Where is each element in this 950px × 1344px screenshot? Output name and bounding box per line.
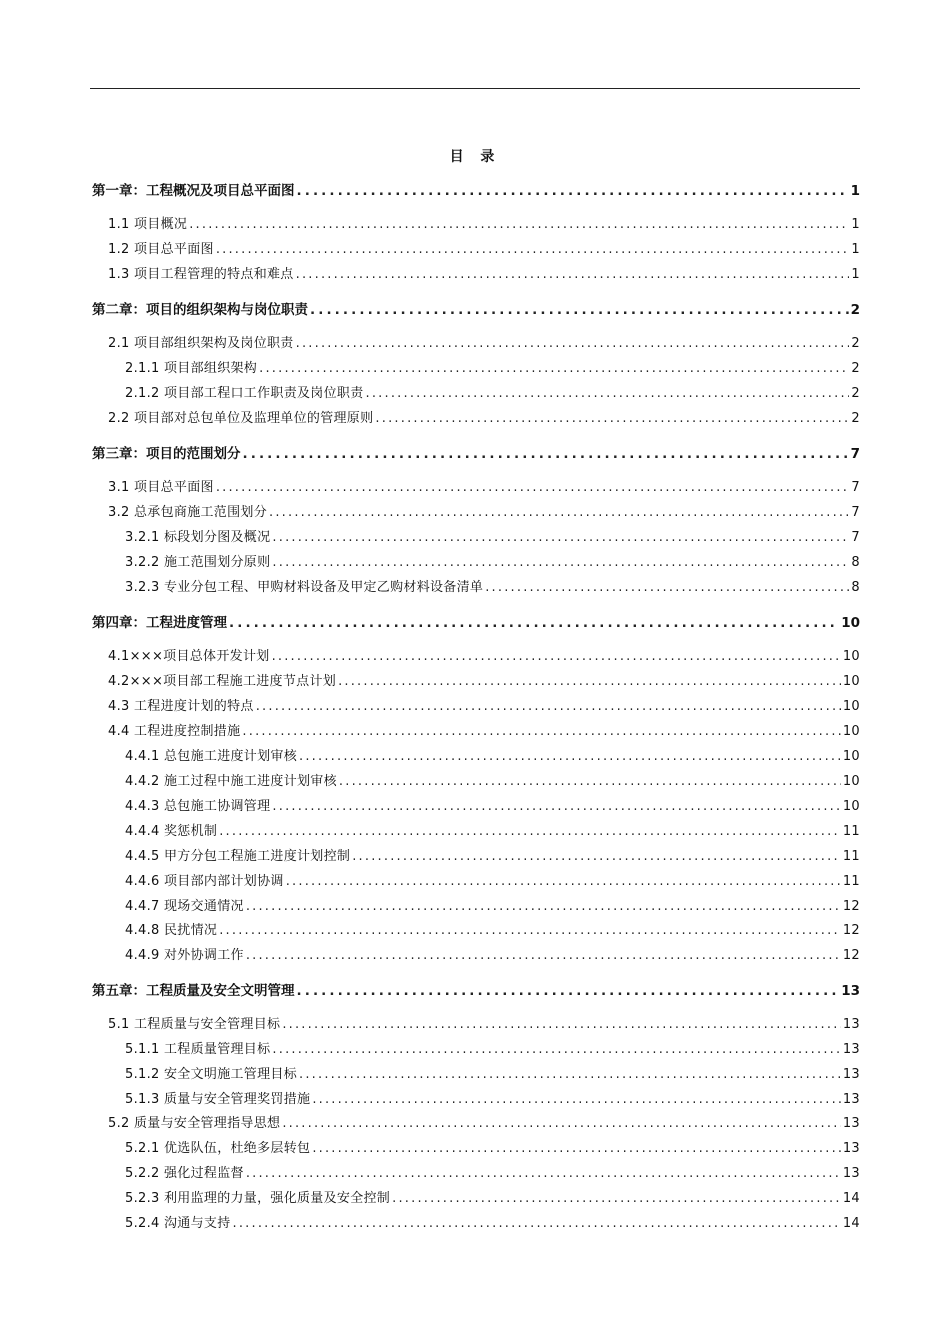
toc-entry-text: 3.2.2 施工范围划分原则 <box>125 555 271 570</box>
dot-leader <box>297 182 849 200</box>
toc-entry-text: 1.1 项目概况 <box>108 217 188 232</box>
toc-page-number: 10 <box>841 615 860 631</box>
toc-section-entry[interactable] <box>92 264 860 284</box>
dot-leader <box>392 1190 841 1208</box>
toc-page-number: 2 <box>851 361 860 376</box>
dot-leader <box>272 1041 840 1059</box>
toc-subsection-entry[interactable] <box>92 920 860 940</box>
toc-subsection-entry[interactable] <box>92 552 860 572</box>
dot-leader <box>246 1165 841 1183</box>
toc-page-number: 2 <box>851 386 860 401</box>
dot-leader <box>338 673 841 691</box>
dot-leader <box>296 266 850 284</box>
toc-subsection-entry[interactable] <box>92 846 860 866</box>
toc-entry-text: 4.4.7 现场交通情况 <box>125 899 244 914</box>
toc-page-number: 2 <box>851 336 860 351</box>
toc-subsection-entry[interactable] <box>92 1213 860 1233</box>
toc-page-number: 10 <box>842 649 860 664</box>
toc-entry-text: 5.2 质量与安全管理指导思想 <box>108 1116 281 1131</box>
toc-page-number: 14 <box>842 1216 860 1231</box>
toc-page-number: 11 <box>842 824 860 839</box>
toc-page-number: 2 <box>851 411 860 426</box>
toc-subsection-entry[interactable] <box>92 383 860 403</box>
toc-subsection-entry[interactable] <box>92 821 860 841</box>
dot-leader <box>242 723 840 741</box>
dot-leader <box>229 614 839 632</box>
toc-page-number: 2 <box>850 302 860 318</box>
toc-subsection-entry[interactable] <box>92 1039 860 1059</box>
toc-section-entry[interactable] <box>92 333 860 353</box>
toc-title: 目 录 <box>449 149 501 165</box>
dot-leader <box>339 773 841 791</box>
toc-subsection-entry[interactable] <box>92 527 860 547</box>
dot-leader <box>219 823 841 841</box>
toc-subsection-entry[interactable] <box>92 358 860 378</box>
toc-page-number: 1 <box>851 267 860 282</box>
dot-leader <box>216 479 850 497</box>
toc-entry-text: 3.2.3 专业分包工程、甲购材料设备及甲定乙购材料设备清单 <box>125 580 484 595</box>
dot-leader <box>216 241 850 259</box>
toc-entry-text: 5.2.4 沟通与支持 <box>125 1216 231 1231</box>
dot-leader <box>312 1091 841 1109</box>
toc-section-entry[interactable] <box>92 696 860 716</box>
toc-section-entry[interactable] <box>92 408 860 428</box>
toc-subsection-entry[interactable] <box>92 771 860 791</box>
dot-leader <box>233 1215 841 1233</box>
toc-page-number: 8 <box>851 555 860 570</box>
toc-entry-text: 2.1.2 项目部工程口工作职责及岗位职责 <box>125 386 364 401</box>
toc-page-number: 14 <box>842 1191 860 1206</box>
toc-entry-text: 4.4.8 民扰情况 <box>125 923 218 938</box>
dot-leader <box>189 216 849 234</box>
toc-page-number: 13 <box>842 1042 860 1057</box>
toc-page-number: 7 <box>850 446 860 462</box>
dot-leader <box>299 1066 841 1084</box>
toc-entry-text: 第二章：项目的组织架构与岗位职责 <box>92 302 308 318</box>
dot-leader <box>282 1016 841 1034</box>
toc-page-number: 13 <box>842 1116 860 1131</box>
header-rule <box>90 88 860 89</box>
toc-entry-text: 5.2.1 优选队伍，杜绝多层转包 <box>125 1141 311 1156</box>
toc-section-entry[interactable] <box>92 477 860 497</box>
dot-leader <box>312 1140 841 1158</box>
toc-page-number: 10 <box>842 724 860 739</box>
toc-page-number: 8 <box>851 580 860 595</box>
toc-page-number: 1 <box>851 242 860 257</box>
toc-entry-text: 4.4.4 奖惩机制 <box>125 824 218 839</box>
toc-entry-text: 4.4.9 对外协调工作 <box>125 948 244 963</box>
toc-subsection-entry[interactable] <box>92 1064 860 1084</box>
dot-leader <box>485 579 849 597</box>
toc-page-number: 12 <box>842 948 860 963</box>
toc-entry-text: 第三章：项目的范围划分 <box>92 446 241 462</box>
toc-chapter-entry[interactable] <box>92 980 860 1000</box>
toc-chapter-entry[interactable] <box>92 612 860 632</box>
toc-entry-text: 4.4.3 总包施工协调管理 <box>125 799 271 814</box>
toc-page-number: 7 <box>851 505 860 520</box>
toc-entry-text: 4.4.5 甲方分包工程施工进度计划控制 <box>125 849 351 864</box>
toc-page-number: 10 <box>842 749 860 764</box>
toc-entry-text: 4.4.2 施工过程中施工进度计划审核 <box>125 774 337 789</box>
dot-leader <box>299 748 841 766</box>
toc-page-number: 12 <box>842 923 860 938</box>
toc-page-number: 13 <box>842 1141 860 1156</box>
toc-entry-text: 4.4 工程进度控制措施 <box>108 724 241 739</box>
toc-page-number: 12 <box>842 899 860 914</box>
toc-entry-text: 4.1×××项目总体开发计划 <box>108 649 270 664</box>
toc-entry-text: 3.2.1 标段划分图及概况 <box>125 530 271 545</box>
dot-leader <box>246 898 841 916</box>
toc-page-number: 10 <box>842 674 860 689</box>
dot-leader <box>297 982 840 1000</box>
toc-page-number: 11 <box>842 849 860 864</box>
toc-entry-text: 5.2.3 利用监理的力量，强化质量及安全控制 <box>125 1191 391 1206</box>
toc-chapter-entry[interactable] <box>92 180 860 200</box>
dot-leader <box>219 922 841 940</box>
toc-entry-text: 2.2 项目部对总包单位及监理单位的管理原则 <box>108 411 374 426</box>
toc-section-entry[interactable] <box>92 721 860 741</box>
toc-entry-text: 4.3 工程进度计划的特点 <box>108 699 254 714</box>
toc-page-number: 13 <box>842 1166 860 1181</box>
toc-section-entry[interactable] <box>92 671 860 691</box>
toc-page-number: 10 <box>842 699 860 714</box>
toc-entry-text: 第一章：工程概况及项目总平面图 <box>92 183 295 199</box>
dot-leader <box>256 698 841 716</box>
toc-entry-text: 1.2 项目总平面图 <box>108 242 214 257</box>
toc-section-entry[interactable] <box>92 1014 860 1034</box>
toc-entry-text: 5.1 工程质量与安全管理目标 <box>108 1017 281 1032</box>
dot-leader <box>352 848 841 866</box>
dot-leader <box>272 648 841 666</box>
toc-subsection-entry[interactable] <box>92 871 860 891</box>
toc-page-number: 1 <box>851 217 860 232</box>
dot-leader <box>286 873 841 891</box>
toc-chapter-entry[interactable] <box>92 299 860 319</box>
toc-entry-text: 5.1.2 安全文明施工管理目标 <box>125 1067 298 1082</box>
toc-entry-text: 2.1.1 项目部组织架构 <box>125 361 258 376</box>
dot-leader <box>272 554 849 572</box>
toc-subsection-entry[interactable] <box>92 1188 860 1208</box>
toc-subsection-entry[interactable] <box>92 796 860 816</box>
toc-subsection-entry[interactable] <box>92 896 860 916</box>
toc-section-entry[interactable] <box>92 646 860 666</box>
toc-section-entry[interactable] <box>92 1113 860 1133</box>
toc-page-number: 13 <box>842 1092 860 1107</box>
toc-page-number: 10 <box>842 799 860 814</box>
toc-page-number: 7 <box>851 480 860 495</box>
toc-page-number: 7 <box>851 530 860 545</box>
toc-entry-text: 3.1 项目总平面图 <box>108 480 214 495</box>
dot-leader <box>272 529 849 547</box>
toc-entry-text: 2.1 项目部组织架构及岗位职责 <box>108 336 294 351</box>
toc-entry-text: 5.2.2 强化过程监督 <box>125 1166 244 1181</box>
toc-entry-text: 3.2 总承包商施工范围划分 <box>108 505 268 520</box>
toc-section-entry[interactable] <box>92 239 860 259</box>
toc-entry-text: 4.4.1 总包施工进度计划审核 <box>125 749 298 764</box>
dot-leader <box>259 360 849 378</box>
toc-entry-text: 第五章：工程质量及安全文明管理 <box>92 983 295 999</box>
dot-leader <box>366 385 850 403</box>
toc-subsection-entry[interactable] <box>92 1089 860 1109</box>
toc-subsection-entry[interactable] <box>92 1163 860 1183</box>
toc-page-number: 1 <box>850 183 860 199</box>
toc-entry-text: 5.1.3 质量与安全管理奖罚措施 <box>125 1092 311 1107</box>
toc-entry-text: 第四章：工程进度管理 <box>92 615 227 631</box>
dot-leader <box>296 335 850 353</box>
toc-page-number: 13 <box>841 983 860 999</box>
toc-chapter-entry[interactable] <box>92 443 860 463</box>
dot-leader <box>310 301 849 319</box>
toc-entry-text: 4.2×××项目部工程施工进度节点计划 <box>108 674 337 689</box>
toc-page-number: 13 <box>842 1067 860 1082</box>
dot-leader <box>246 947 841 965</box>
toc-subsection-entry[interactable] <box>92 746 860 766</box>
toc-section-entry[interactable] <box>92 214 860 234</box>
dot-leader <box>269 504 849 522</box>
toc-entry-text: 4.4.6 项目部内部计划协调 <box>125 874 284 889</box>
dot-leader <box>282 1115 841 1133</box>
toc-entry-text: 5.1.1 工程质量管理目标 <box>125 1042 271 1057</box>
dot-leader <box>375 410 849 428</box>
toc-section-entry[interactable] <box>92 502 860 522</box>
toc-page-number: 11 <box>842 874 860 889</box>
dot-leader <box>243 445 849 463</box>
toc-page-number: 13 <box>842 1017 860 1032</box>
toc-subsection-entry[interactable] <box>92 577 860 597</box>
dot-leader <box>272 798 840 816</box>
toc-page-number: 10 <box>842 774 860 789</box>
toc-entry-text: 1.3 项目工程管理的特点和难点 <box>108 267 294 282</box>
toc-subsection-entry[interactable] <box>92 945 860 965</box>
toc-subsection-entry[interactable] <box>92 1138 860 1158</box>
